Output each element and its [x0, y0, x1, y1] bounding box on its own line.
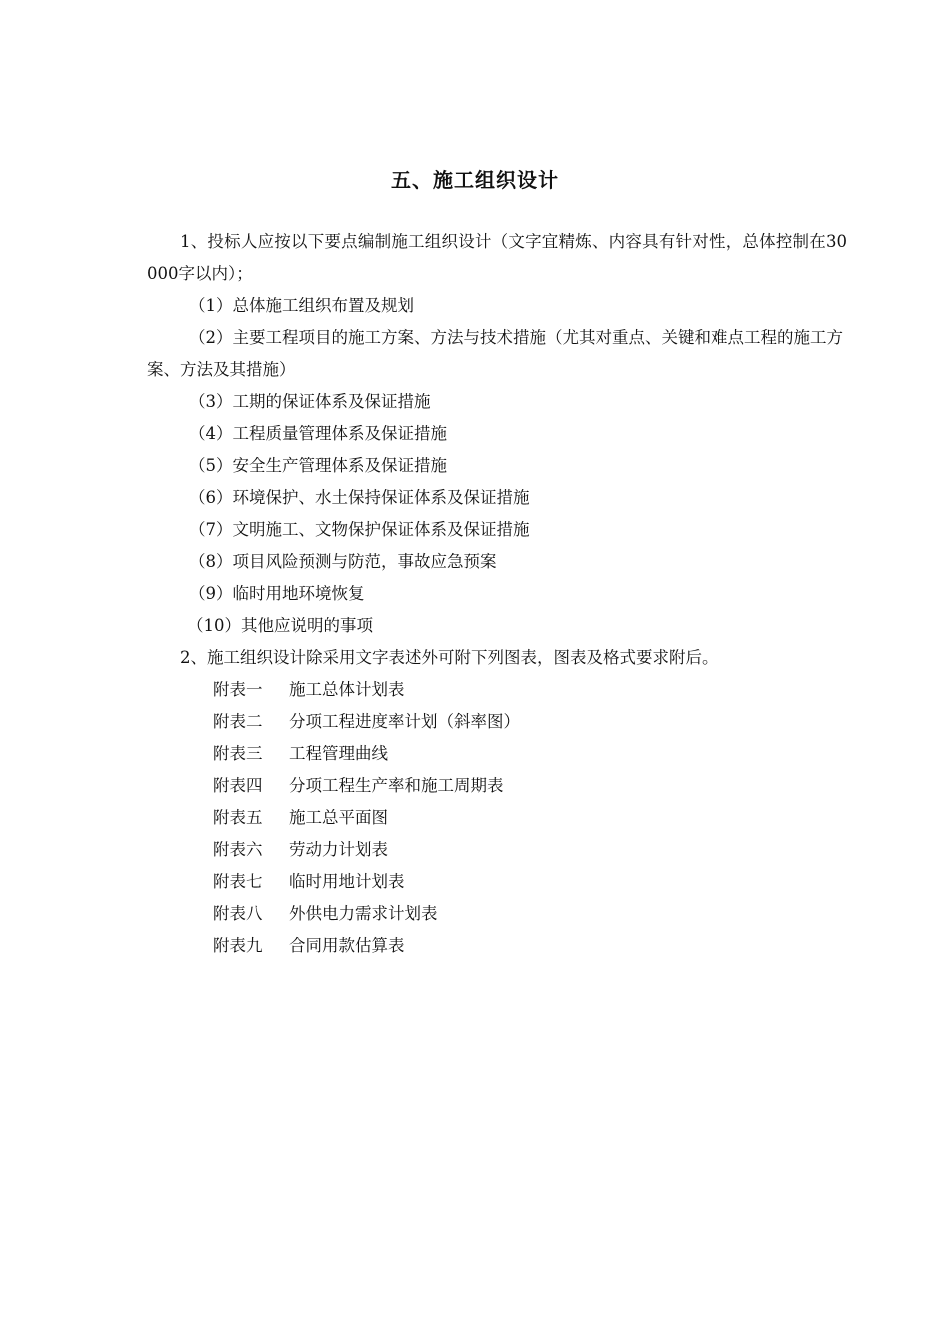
appendix-row [147, 674, 847, 706]
appendix-label: 附表六 [213, 840, 263, 859]
appendix-label: 附表四 [213, 776, 263, 795]
list-item-7: （7）文明施工、文物保护保证体系及保证措施 [189, 520, 530, 539]
list-item-10: （10）其他应说明的事项 [187, 616, 373, 635]
list-item-4: （4）工程质量管理体系及保证措施 [189, 424, 447, 443]
appendix-name: 分项工程生产率和施工周期表 [289, 776, 504, 795]
appendix-name: 分项工程进度率计划（斜率图） [289, 712, 520, 731]
appendix-name: 工程管理曲线 [289, 744, 388, 763]
appendix-name: 合同用款估算表 [289, 936, 405, 955]
page-title: 五、施工组织设计 [391, 168, 559, 192]
appendix-row [147, 770, 847, 802]
appendix-label: 附表一 [213, 680, 263, 699]
appendix-row [147, 834, 847, 866]
appendix-label: 附表七 [213, 872, 263, 891]
appendix-label: 附表五 [213, 808, 263, 827]
appendix-row [147, 706, 847, 738]
appendix-name: 临时用地计划表 [289, 872, 405, 891]
appendix-label: 附表二 [213, 712, 263, 731]
appendix-row [147, 898, 847, 930]
list-item-2: （2）主要工程项目的施工方案、方法与技术措施（尤其对重点、关键和难点工程的施工方案、方法及其措施） [147, 328, 843, 379]
appendix-row [147, 930, 847, 962]
list-item-3: （3）工期的保证体系及保证措施 [189, 392, 431, 411]
list-item-6: （6）环境保护、水土保持保证体系及保证措施 [189, 488, 530, 507]
appendix-name: 外供电力需求计划表 [289, 904, 438, 923]
appendix-row [147, 866, 847, 898]
section-1-intro: 1、投标人应按以下要点编制施工组织设计（文字宜精炼、内容具有针对性，总体控制在30000字以内）； [147, 232, 847, 283]
appendix-row [147, 802, 847, 834]
appendix-row [147, 738, 847, 770]
list-item-8: （8）项目风险预测与防范，事故应急预案 [189, 552, 497, 571]
appendix-label: 附表三 [213, 744, 263, 763]
appendix-name: 劳动力计划表 [289, 840, 388, 859]
list-item-9: （9）临时用地环境恢复 [189, 584, 365, 603]
appendix-label: 附表八 [213, 904, 263, 923]
appendix-label: 附表九 [213, 936, 263, 955]
list-item-5: （5）安全生产管理体系及保证措施 [189, 456, 447, 475]
section-2-intro: 2、施工组织设计除采用文字表述外可附下列图表，图表及格式要求附后。 [180, 648, 719, 667]
document-body [147, 226, 847, 962]
list-item-1: （1）总体施工组织布置及规划 [189, 296, 414, 315]
appendix-name: 施工总平面图 [289, 808, 388, 827]
appendix-name: 施工总体计划表 [289, 680, 405, 699]
